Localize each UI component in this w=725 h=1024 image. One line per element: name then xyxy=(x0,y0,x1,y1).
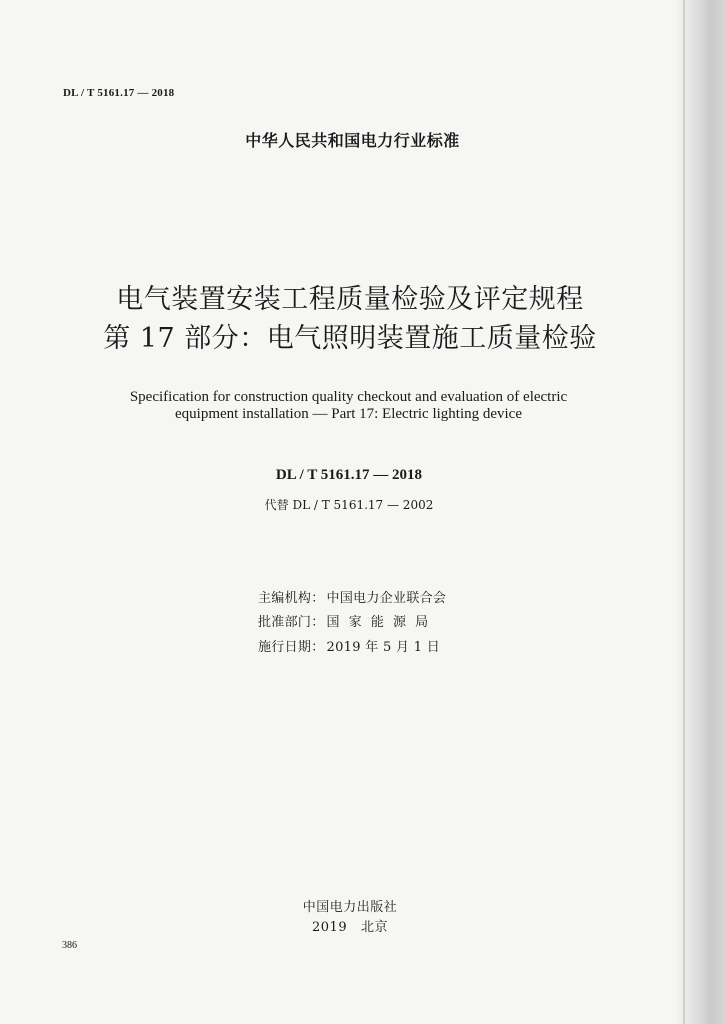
editor-row xyxy=(258,587,446,606)
effective-date-row xyxy=(258,636,440,655)
english-title-line1: Specification for construction quality checkout and evaluation of electric xyxy=(129,389,568,405)
page-number: 386 xyxy=(62,940,77,951)
editor-label: 主编机构： xyxy=(258,591,325,606)
publish-year-place: 2019 北京 xyxy=(312,920,388,935)
organization-title: 中华人民共和国电力行业标准 xyxy=(245,131,460,150)
approver-label: 批准部门： xyxy=(258,615,325,630)
standard-code: DL / T 5161.17 — 2018 xyxy=(275,467,423,483)
replaces-standard: 代替 DL / T 5161.17 — 2002 xyxy=(264,498,434,512)
publisher: 中国电力出版社 xyxy=(302,900,398,915)
document-title-line1: 电气装置安装工程质量检验及评定规程 xyxy=(116,284,584,315)
document-title-line2: 第 17 部分：电气照明装置施工质量检验 xyxy=(103,323,597,354)
approver-row xyxy=(258,611,428,630)
header-standard-code: DL / T 5161.17 — 2018 xyxy=(63,87,175,99)
english-title-line2: equipment installation — Part 17: Electric lighting device xyxy=(175,406,522,422)
effective-date-label: 施行日期： xyxy=(258,640,325,655)
effective-date-value: 2019 年 5 月 1 日 xyxy=(326,640,441,655)
editor-value: 中国电力企业联合会 xyxy=(326,591,447,606)
approver-value: 国 家 能 源 局 xyxy=(326,615,429,630)
